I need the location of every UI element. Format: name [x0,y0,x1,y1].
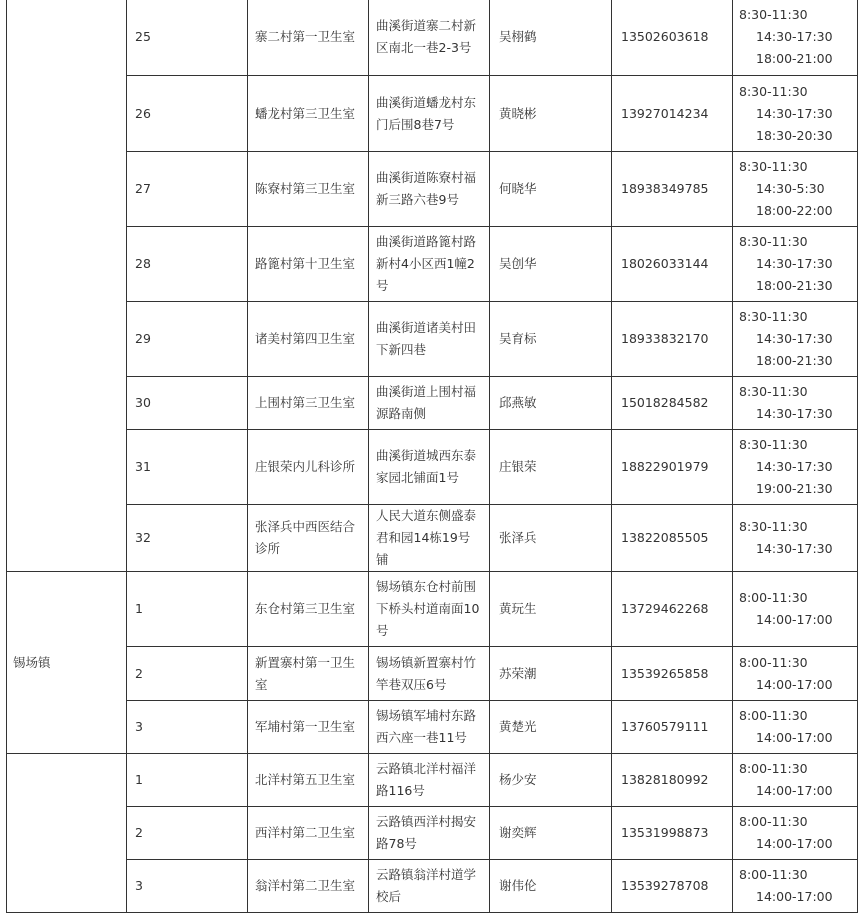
opening-hours [733,807,858,860]
clinic-address: 云路镇西洋村揭安路78号 [369,807,490,860]
clinic-name: 陈寮村第三卫生室 [248,152,369,227]
table-row [7,505,858,572]
phone-number: 18933832170 [612,302,733,377]
hours-line: 18:00-22:00 [756,203,833,218]
row-number: 27 [127,152,248,227]
clinic-address: 曲溪街道陈寮村福新三路六巷9号 [369,152,490,227]
opening-hours [733,152,858,227]
hours-line: 8:00-11:30 [739,867,808,882]
doctor-name: 吴创华 [490,227,612,302]
table-row [7,701,858,754]
clinic-table [6,0,858,913]
phone-number: 13828180992 [612,754,733,807]
phone-number: 13502603618 [612,0,733,76]
clinic-name: 庄银荣内儿科诊所 [248,430,369,505]
doctor-name: 庄银荣 [490,430,612,505]
phone-number: 18026033144 [612,227,733,302]
table-row [7,152,858,227]
hours-line: 8:30-11:30 [739,83,808,99]
hours-line: 14:00-17:00 [756,730,833,745]
opening-hours [733,377,858,430]
row-number: 29 [127,302,248,377]
hours-line: 8:30-11:30 [739,234,808,249]
opening-hours [733,505,858,572]
town-cell: 锡场镇 [7,572,127,754]
row-number: 31 [127,430,248,505]
opening-hours [733,701,858,754]
hours-line: 8:30-11:30 [739,519,808,534]
opening-hours [733,302,858,377]
clinic-address: 曲溪街道城西东泰家园北铺面1号 [369,430,490,505]
clinic-address: 锡场镇东仓村前围下桥头村道南面10号 [369,572,490,647]
table-row [7,302,858,377]
phone-number: 13531998873 [612,807,733,860]
clinic-address: 曲溪街道路篦村路新村4小区西1幢2号 [369,227,490,302]
clinic-name: 寨二村第一卫生室 [248,0,369,76]
doctor-name: 杨少安 [490,754,612,807]
table-row [7,0,858,76]
hours-line: 14:30-17:30 [756,541,833,556]
clinic-name: 翁洋村第二卫生室 [248,860,369,913]
opening-hours [733,0,858,76]
hours-line: 14:30-17:30 [756,331,833,346]
hours-line: 18:30-20:30 [756,127,833,143]
table-row [7,377,858,430]
table-row [7,807,858,860]
row-number: 28 [127,227,248,302]
hours-line: 8:30-11:30 [739,437,808,452]
clinic-name: 北洋村第五卫生室 [248,754,369,807]
opening-hours [733,754,858,807]
row-number: 1 [127,572,248,647]
doctor-name: 谢伟伦 [490,860,612,913]
clinic-name: 新置寨村第一卫生室 [248,647,369,701]
hours-line: 19:00-21:30 [756,481,833,496]
phone-number: 13822085505 [612,505,733,572]
table-row [7,860,858,913]
clinic-address: 曲溪街道诸美村田下新四巷 [369,302,490,377]
row-number: 2 [127,807,248,860]
hours-line: 8:30-11:30 [739,384,808,399]
clinic-address: 曲溪街道上围村福源路南侧 [369,377,490,430]
clinic-name: 诸美村第四卫生室 [248,302,369,377]
clinic-name: 军埔村第一卫生室 [248,701,369,754]
clinic-address: 人民大道东侧盛泰君和园14栋19号铺 [369,505,490,572]
phone-number: 13927014234 [612,76,733,152]
hours-line: 18:00-21:30 [756,278,833,293]
row-number: 1 [127,754,248,807]
clinic-name: 西洋村第二卫生室 [248,807,369,860]
row-number: 3 [127,701,248,754]
hours-line: 14:30-17:30 [756,29,833,44]
opening-hours [733,227,858,302]
clinic-table-body [7,0,858,913]
table-row [7,76,858,152]
opening-hours [733,430,858,505]
phone-number: 13760579111 [612,701,733,754]
hours-line: 14:30-5:30 [756,181,825,196]
opening-hours [733,647,858,701]
doctor-name: 张泽兵 [490,505,612,572]
doctor-name: 吴育标 [490,302,612,377]
hours-line: 14:30-17:30 [756,256,833,271]
phone-number: 18822901979 [612,430,733,505]
clinic-address: 云路镇北洋村福洋路116号 [369,754,490,807]
row-number: 25 [127,0,248,76]
doctor-name: 吴栩鹤 [490,0,612,76]
hours-line: 14:00-17:00 [756,612,833,627]
hours-line: 8:00-11:30 [739,654,808,670]
table-row [7,430,858,505]
hours-line: 18:00-21:00 [756,51,833,66]
doctor-name: 黄玩生 [490,572,612,647]
hours-line: 8:00-11:30 [739,761,808,776]
clinic-address: 锡场镇军埔村东路西六座一巷11号 [369,701,490,754]
town-cell [7,0,127,572]
hours-line: 8:00-11:30 [739,708,808,723]
doctor-name: 邱燕敏 [490,377,612,430]
hours-line: 14:00-17:00 [756,783,833,798]
phone-number: 13539265858 [612,647,733,701]
row-number: 26 [127,76,248,152]
opening-hours [733,76,858,152]
hours-line: 8:30-11:30 [739,309,808,324]
town-cell [7,754,127,913]
doctor-name: 何晓华 [490,152,612,227]
clinic-name: 东仓村第三卫生室 [248,572,369,647]
table-row [7,754,858,807]
phone-number: 13539278708 [612,860,733,913]
hours-line: 8:30-11:30 [739,159,808,174]
hours-line: 8:00-11:30 [739,590,808,605]
table-row [7,647,858,701]
clinic-name: 路篦村第十卫生室 [248,227,369,302]
clinic-name: 张泽兵中西医结合诊所 [248,505,369,572]
phone-number: 13729462268 [612,572,733,647]
row-number: 3 [127,860,248,913]
phone-number: 15018284582 [612,377,733,430]
clinic-name: 上围村第三卫生室 [248,377,369,430]
hours-line: 8:00-11:30 [739,814,808,829]
phone-number: 18938349785 [612,152,733,227]
doctor-name: 苏荣潮 [490,647,612,701]
doctor-name: 黄楚光 [490,701,612,754]
clinic-address: 锡场镇新置寨村竹竿巷双压6号 [369,647,490,701]
hours-line: 18:00-21:30 [756,353,833,368]
row-number: 2 [127,647,248,701]
clinic-address: 曲溪街道蟠龙村东门后围8巷7号 [369,76,490,152]
hours-line: 14:30-17:30 [756,105,833,121]
clinic-name: 蟠龙村第三卫生室 [248,76,369,152]
opening-hours [733,572,858,647]
hours-line: 14:30-17:30 [756,406,833,421]
table-row [7,572,858,647]
hours-line: 8:30-11:30 [739,7,808,22]
row-number: 30 [127,377,248,430]
doctor-name: 谢奕辉 [490,807,612,860]
hours-line: 14:00-17:00 [756,889,833,904]
clinic-address: 曲溪街道寨二村新区南北一巷2-3号 [369,0,490,76]
row-number: 32 [127,505,248,572]
hours-line: 14:00-17:00 [756,836,833,851]
table-row [7,227,858,302]
clinic-address: 云路镇翁洋村道学校后 [369,860,490,913]
hours-line: 14:00-17:00 [756,676,833,692]
hours-line: 14:30-17:30 [756,459,833,474]
doctor-name: 黄晓彬 [490,76,612,152]
opening-hours [733,860,858,913]
